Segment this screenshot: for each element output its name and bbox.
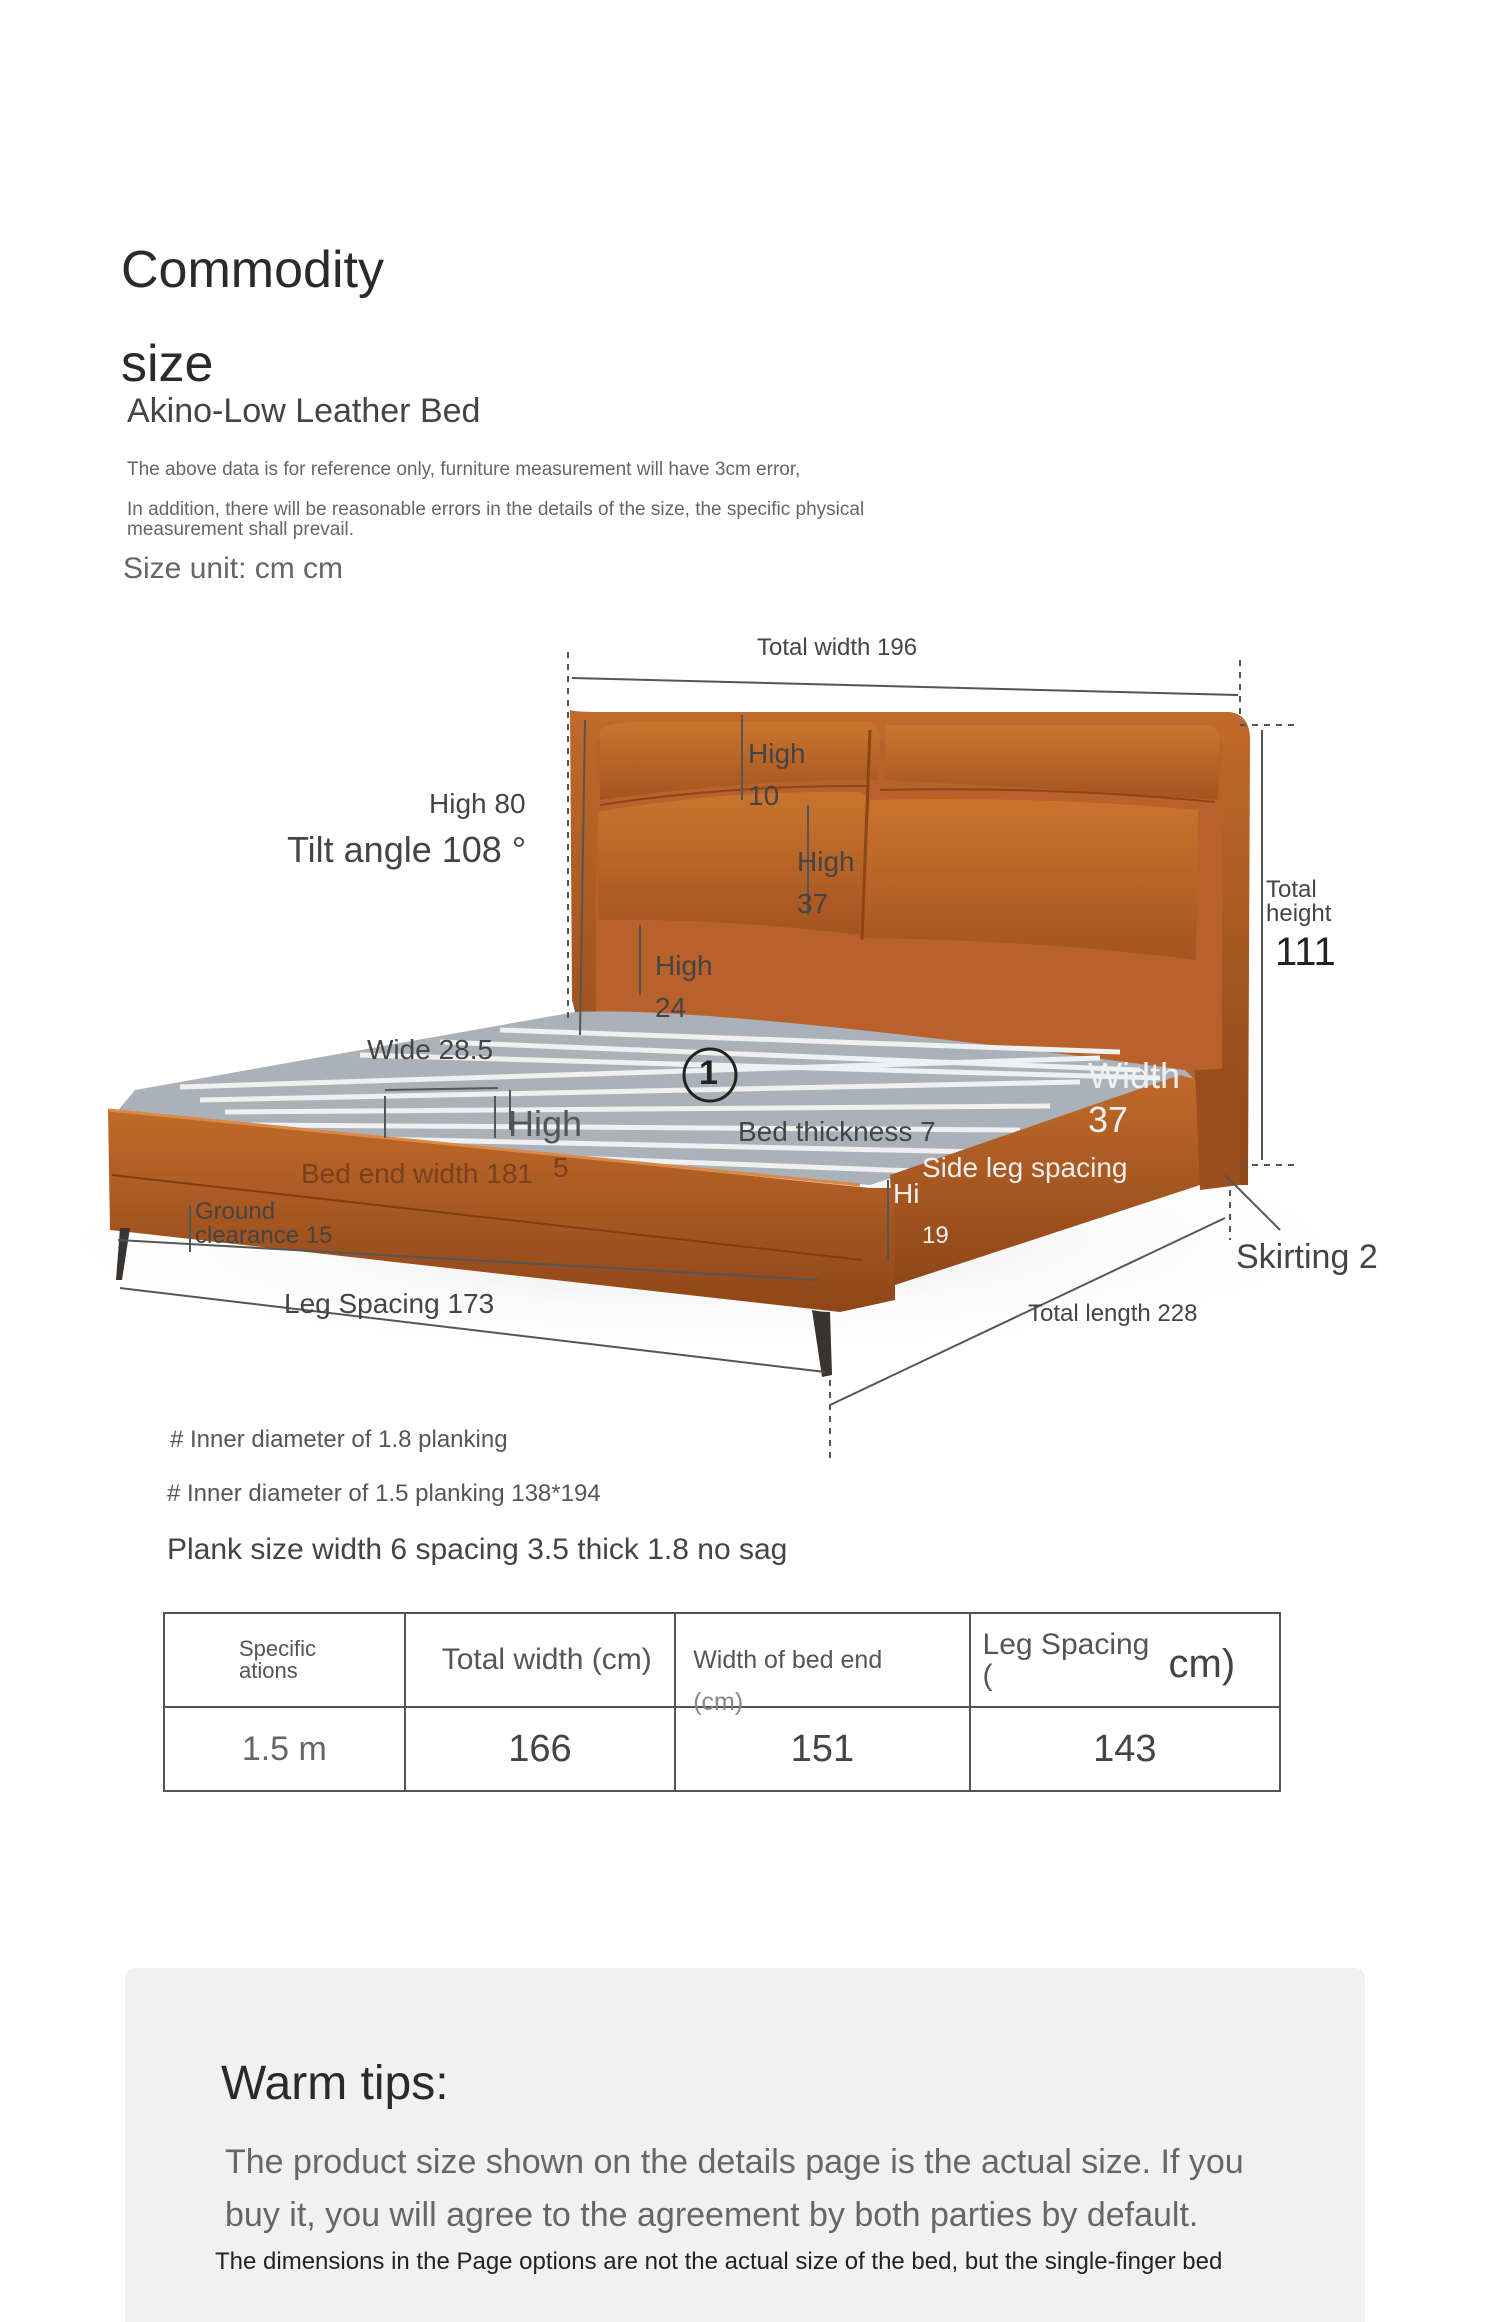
- header-bed-end-label: Width of bed end: [693, 1645, 883, 1674]
- label-ground-clearance-a: Ground: [195, 1198, 276, 1225]
- header-leg-open-paren: (: [982, 1659, 993, 1692]
- label-high-10-b: 10: [748, 780, 780, 811]
- size-unit: Size unit: cm cm: [123, 552, 344, 585]
- tips-footer: The dimensions in the Page options are not the actual size of the bed, but the single-finger bed: [215, 2248, 1223, 2275]
- cell-bed-end: 151: [675, 1707, 969, 1791]
- note-planking-1-8: # Inner diameter of 1.8 planking: [170, 1426, 508, 1453]
- cell-total-width: 166: [405, 1707, 675, 1791]
- header-total-width-label: Total width (cm): [441, 1643, 652, 1676]
- label-partial-num: 19: [922, 1222, 949, 1249]
- header-leg-spacing-label: Leg Spacing: [982, 1627, 1150, 1661]
- header-leg-unit: cm): [1168, 1642, 1236, 1686]
- cell-size: 1.5 m: [164, 1707, 405, 1791]
- label-high-5-b: 5: [553, 1152, 569, 1183]
- label-total-width: Total width 196: [757, 634, 918, 661]
- header-bed-end-unit: (cm): [693, 1688, 744, 1716]
- disclaimer-line-2: In addition, there will be reasonable errors in the details of the size, the specific physical: [127, 499, 865, 520]
- header-bed-end-width: [675, 1613, 969, 1716]
- tips-title: Warm tips:: [221, 2057, 449, 2110]
- label-bed-end-width: Bed end width 181: [301, 1158, 533, 1189]
- tips-body: The product size shown on the details page is the actual size. If you buy it, you will agree to the agreement by both parties by default.: [225, 2143, 1244, 2234]
- label-leg-spacing: Leg Spacing 173: [284, 1288, 495, 1319]
- header-specifications: [164, 1613, 405, 1707]
- label-width-37-b: 37: [1088, 1099, 1129, 1140]
- header-spec-line-1: Specific: [239, 1636, 317, 1661]
- label-high-24-b: 24: [655, 992, 687, 1023]
- disclaimer-line-3: measurement shall prevail.: [127, 519, 355, 540]
- header-spec-line-2: ations: [239, 1658, 298, 1683]
- product-name: Akino-Low Leather Bed: [127, 392, 481, 430]
- label-total-height-a: Total: [1266, 876, 1317, 903]
- label-tilt-angle: Tilt angle 108 °: [287, 829, 527, 870]
- table-row: [164, 1707, 1280, 1791]
- spec-table: [163, 1612, 1281, 1792]
- cell-leg-spacing: 143: [970, 1707, 1280, 1791]
- label-high-80: High 80: [429, 788, 526, 819]
- bed-illustration: [0, 600, 1500, 1460]
- disclaimer-line-1: The above data is for reference only, furniture measurement will have 3cm error,: [127, 459, 801, 480]
- label-high-5-a: High: [508, 1103, 583, 1144]
- label-total-height-b: height: [1266, 900, 1332, 927]
- label-high-37-a: High: [797, 846, 855, 877]
- page-title-line-1: Commodity: [121, 241, 384, 299]
- marker-number: 1: [699, 1054, 718, 1092]
- page-title-line-2: size: [121, 335, 214, 393]
- table-header-row: [164, 1613, 1280, 1707]
- note-plank-size: Plank size width 6 spacing 3.5 thick 1.8 no sag: [167, 1533, 788, 1566]
- label-bed-thickness: Bed thickness 7: [738, 1116, 936, 1147]
- label-high-10-a: High: [748, 738, 806, 769]
- label-side-leg-spacing: Side leg spacing: [922, 1152, 1128, 1183]
- label-total-length: Total length 228: [1028, 1300, 1198, 1327]
- bed-dimension-diagram: [0, 600, 1500, 1460]
- label-ground-clearance-b: clearance 15: [195, 1222, 333, 1249]
- warm-tips-panel: [125, 1968, 1365, 2322]
- label-skirting: Skirting 2: [1236, 1238, 1378, 1276]
- label-wide-28-5: Wide 28.5: [367, 1034, 494, 1065]
- header-leg-spacing: [970, 1613, 1280, 1707]
- header-total-width: [405, 1613, 675, 1707]
- label-total-height-value: 111: [1275, 930, 1336, 974]
- label-high-24-a: High: [655, 950, 713, 981]
- label-width-37-a: Width: [1088, 1055, 1181, 1096]
- label-high-37-b: 37: [797, 888, 829, 919]
- back-leg-block: [1195, 1068, 1240, 1190]
- cushion-bottom-right: [858, 799, 1198, 960]
- label-hi-partial: Hi: [893, 1180, 920, 1208]
- note-planking-1-5: # Inner diameter of 1.5 planking 138*194: [167, 1480, 601, 1507]
